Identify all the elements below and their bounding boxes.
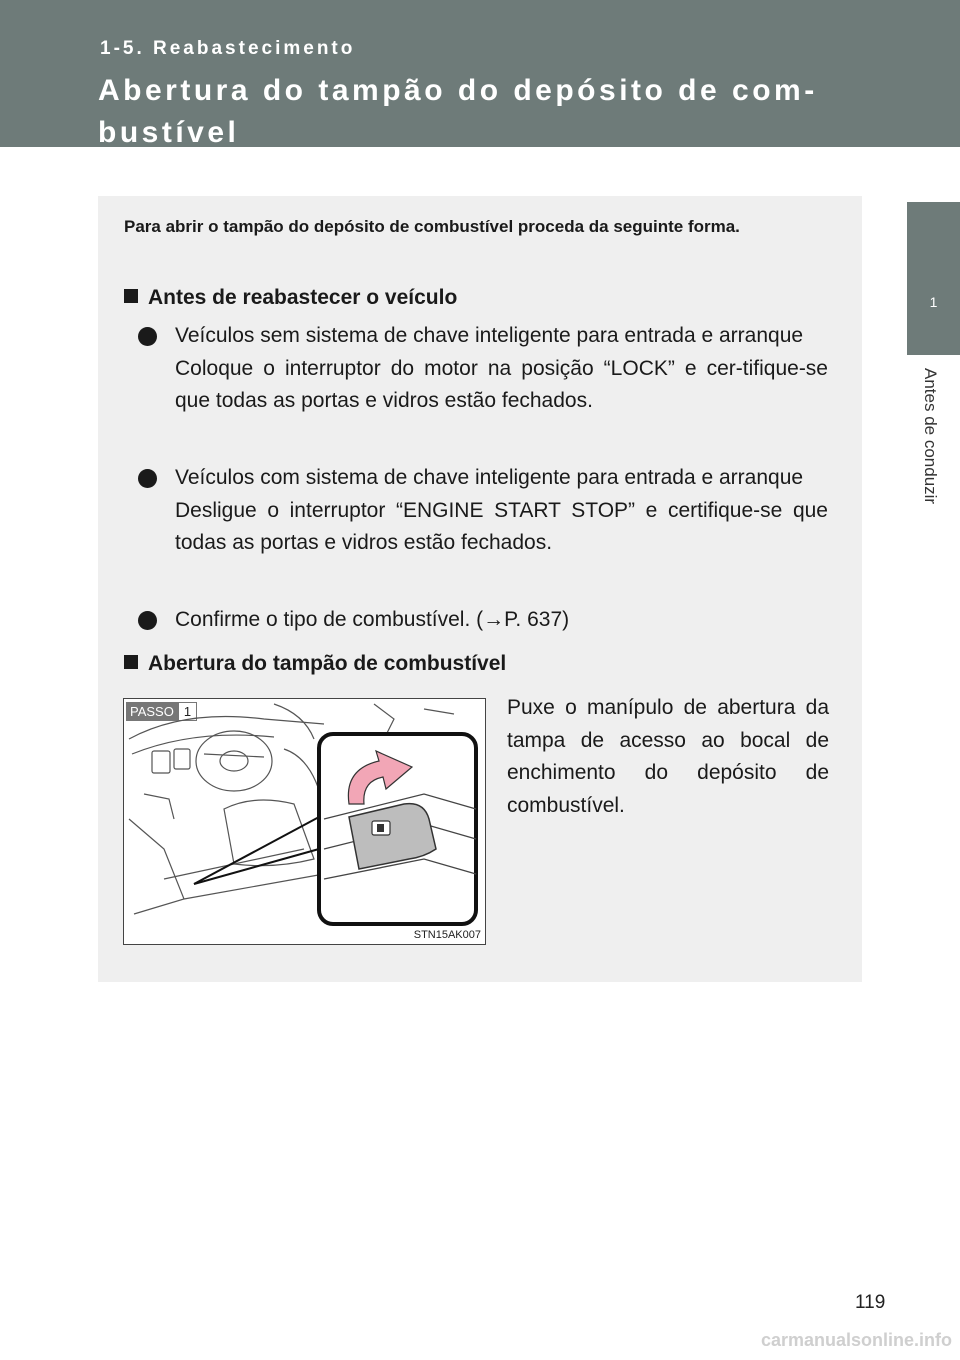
content-box xyxy=(98,196,862,982)
square-bullet-icon xyxy=(124,655,138,669)
figure-code: STN15AK007 xyxy=(413,929,481,941)
chapter-number: 1 xyxy=(929,294,938,310)
intro-text: Para abrir o tampão do depósito de combustível proceda da seguinte forma. xyxy=(124,217,740,236)
subheading-before-refuel: Antes de reabastecer o veículo xyxy=(124,286,457,310)
round-bullet-icon xyxy=(138,469,157,488)
step-number: 1 xyxy=(178,702,197,721)
page-header xyxy=(0,0,960,147)
round-bullet-icon xyxy=(138,327,157,346)
section-label: 1-5. Reabastecimento xyxy=(100,38,356,59)
subheading-open-cap: Abertura do tampão de combustível xyxy=(124,652,506,676)
step-label: PASSO xyxy=(126,702,178,721)
fuel-door-lever-illustration xyxy=(123,698,486,945)
page-number: 119 xyxy=(855,1292,886,1313)
round-bullet-icon xyxy=(138,611,157,630)
bullet-body: Desligue o interruptor “ENGINE START STOP” e certifique-se que todas as portas e vidros estão fechados. xyxy=(175,498,828,554)
bullet-body: Coloque o interruptor do motor na posição “LOCK” e cer-tifique-se que todas as portas e vidros estão fechados. xyxy=(175,356,828,412)
step-instruction: Puxe o manípulo de abertura da tampa de acesso ao bocal de enchimento do depósito de combustível. xyxy=(507,696,829,817)
bullet-title: Veículos com sistema de chave inteligente para entrada e arranque xyxy=(175,466,804,489)
page-title: Abertura do tampão do depósito de com-bustível xyxy=(98,74,818,149)
bullet-no-smart-key xyxy=(175,320,828,418)
bullet-title: Confirme o tipo de combustível. (→P. 637) xyxy=(175,608,570,631)
bullet-title: Veículos sem sistema de chave inteligente para entrada e arranque xyxy=(175,324,804,347)
square-bullet-icon xyxy=(124,289,138,303)
watermark: carmanualsonline.info xyxy=(760,1330,952,1350)
chapter-tab[interactable] xyxy=(907,202,960,355)
bullet-smart-key xyxy=(175,462,828,560)
bullet-fuel-type xyxy=(175,604,828,637)
chapter-title: Antes de conduzir xyxy=(921,368,940,505)
car-interior-drawing xyxy=(124,699,485,944)
